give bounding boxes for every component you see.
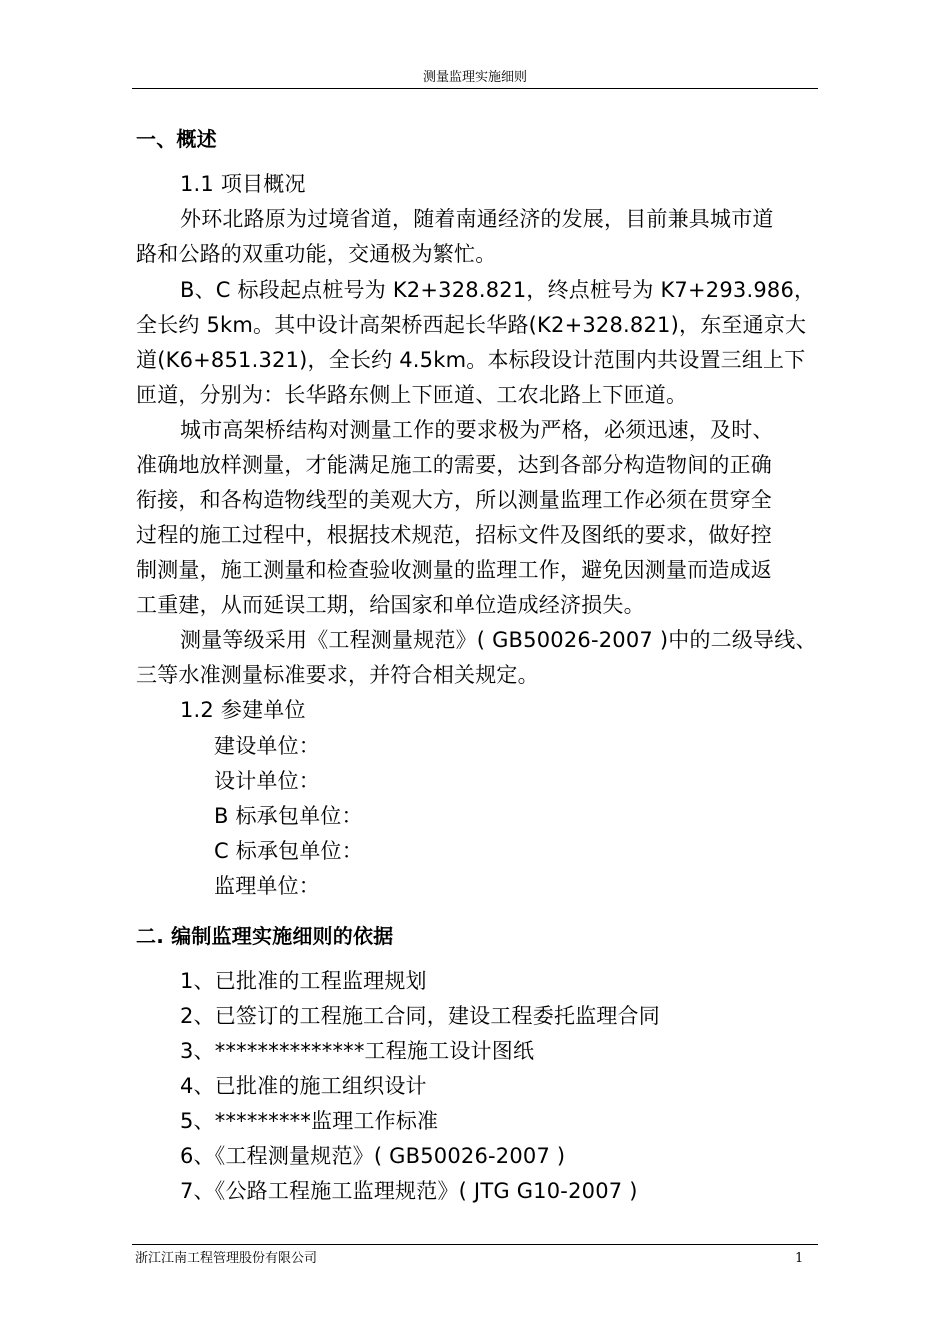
basis-list-item: 1、已批准的工程监理规划 [180, 969, 427, 993]
section2-heading: 二. 编制监理实施细则的依据 [136, 924, 394, 948]
paragraph-line: 衔接，和各构造物线型的美观大方，所以测量监理工作必须在贯穿全 [136, 488, 772, 512]
unit-label-design: 设计单位： [214, 769, 320, 793]
unit-label-contractor-c: C 标承包单位： [214, 839, 363, 863]
basis-list-item: 6、《工程测量规范》( GB50026-2007 ) [180, 1144, 566, 1168]
subsection-1-1-title: 1.1 项目概况 [180, 172, 306, 196]
footer-rule [132, 1244, 818, 1245]
paragraph-line: 三等水准测量标准要求，并符合相关规定。 [136, 663, 539, 687]
basis-list-item: 2、已签订的工程施工合同，建设工程委托监理合同 [180, 1004, 660, 1028]
subsection-1-2-title: 1.2 参建单位 [180, 698, 306, 722]
paragraph-line: 全长约 5km。其中设计高架桥西起长华路(K2+328.821)，东至通京大 [136, 313, 807, 337]
paragraph-line: 外环北路原为过境省道，随着南通经济的发展，目前兼具城市道 [180, 207, 774, 231]
footer-company: 浙江江南工程管理股份有限公司 [135, 1251, 318, 1266]
unit-label-construction: 建设单位： [214, 734, 320, 758]
unit-label-contractor-b: B 标承包单位： [214, 804, 363, 828]
header-rule [132, 88, 818, 89]
basis-list-item: 4、已批准的施工组织设计 [180, 1074, 427, 1098]
paragraph-line: B、C 标段起点桩号为 K2+328.821，终点桩号为 K7+293.986， [180, 278, 816, 302]
paragraph-line: 道(K6+851.321)，全长约 4.5km。本标段设计范围内共设置三组上下 [136, 348, 806, 372]
header-title: 测量监理实施细则 [422, 70, 527, 85]
paragraph-line: 匝道，分别为：长华路东侧上下匝道、工农北路上下匝道。 [136, 383, 688, 407]
paragraph-line: 工重建，从而延误工期，给国家和单位造成经济损失。 [136, 593, 645, 617]
unit-label-supervision: 监理单位： [214, 874, 320, 898]
basis-list-item: 5、*********监理工作标准 [180, 1109, 439, 1133]
paragraph-line: 路和公路的双重功能，交通极为繁忙。 [136, 242, 497, 266]
section1-heading: 一、概述 [136, 127, 217, 151]
page-number: 1 [795, 1251, 804, 1266]
paragraph-line: 过程的施工过程中，根据技术规范，招标文件及图纸的要求，做好控 [136, 523, 772, 547]
paragraph-line: 测量等级采用《工程测量规范》( GB50026-2007 )中的二级导线、 [180, 628, 817, 652]
paragraph-line: 制测量，施工测量和检查验收测量的监理工作，避免因测量而造成返 [136, 558, 772, 582]
basis-list-item: 3、**************工程施工设计图纸 [180, 1039, 535, 1063]
paragraph-line: 准确地放样测量，才能满足施工的需要，达到各部分构造物间的正确 [136, 453, 772, 477]
paragraph-line: 城市高架桥结构对测量工作的要求极为严格，必须迅速，及时、 [180, 418, 774, 442]
basis-list-item: 7、《公路工程施工监理规范》( JTG G10-2007 ) [180, 1179, 638, 1203]
